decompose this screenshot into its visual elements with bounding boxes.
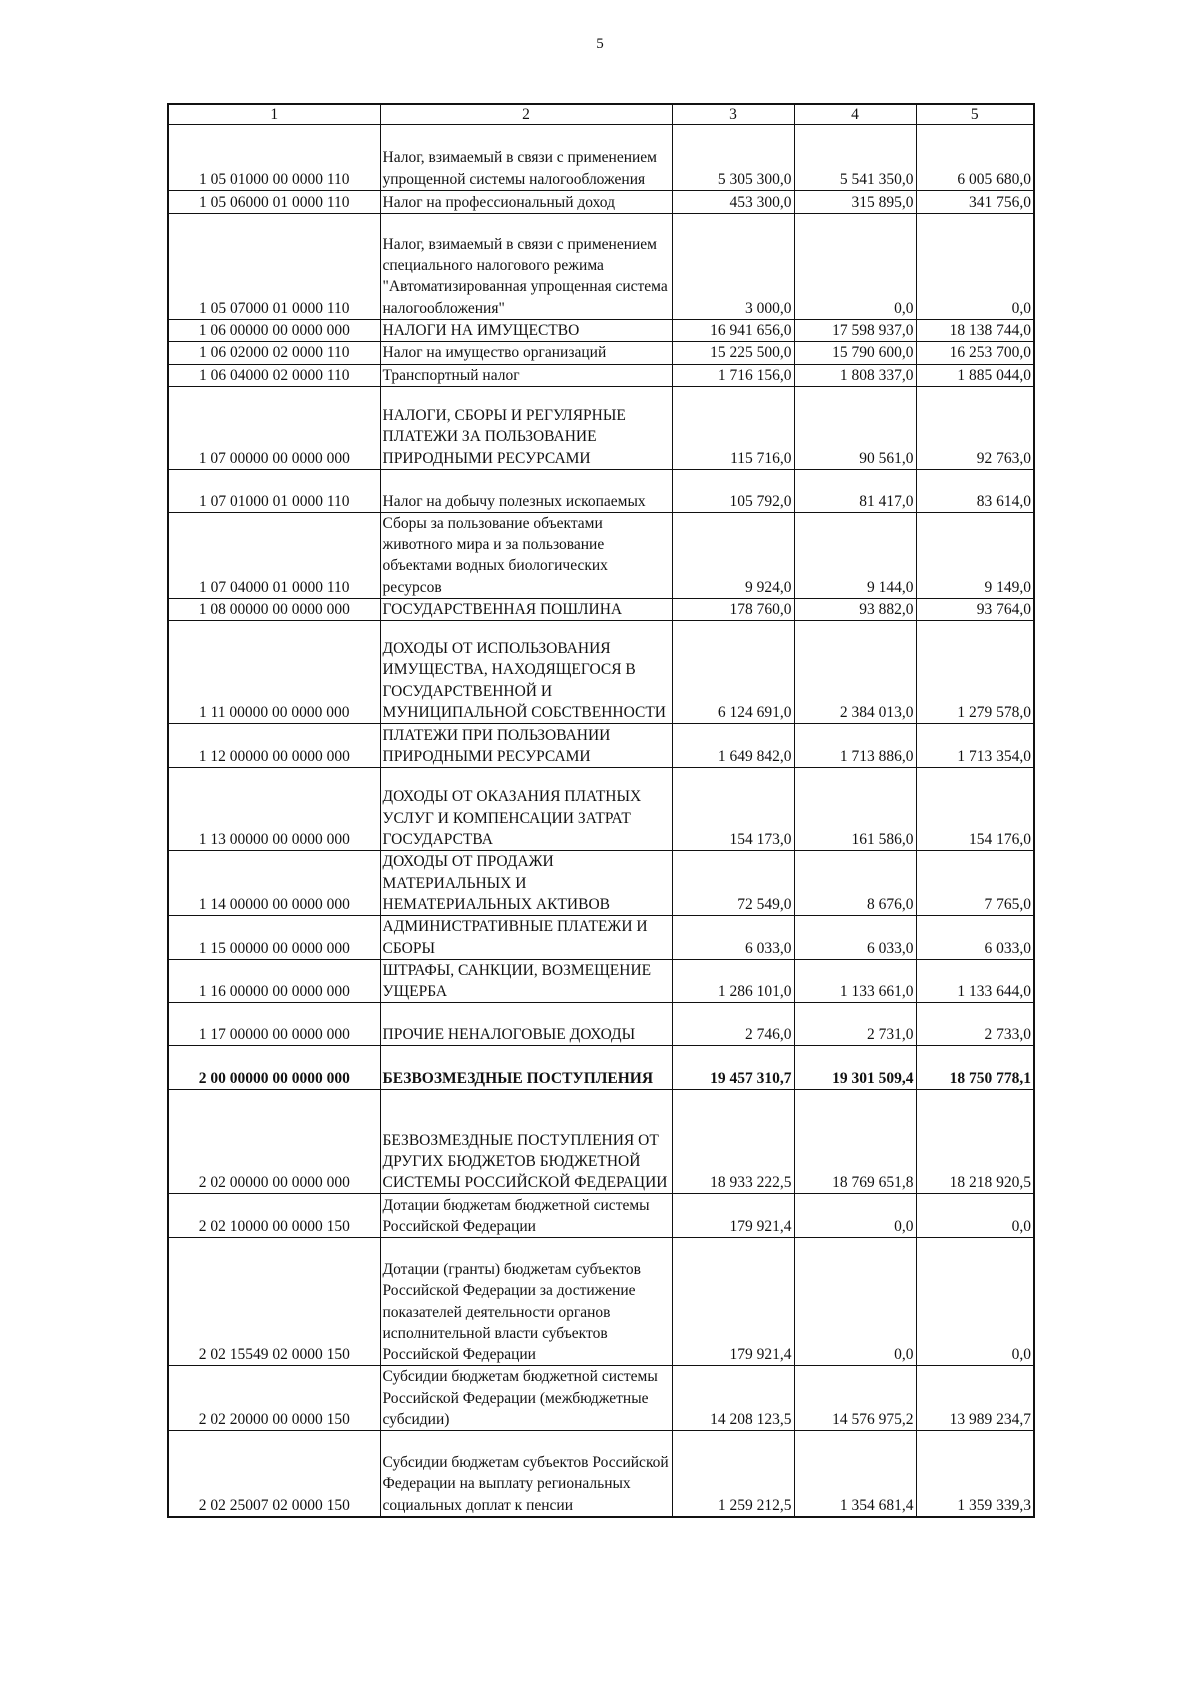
table-row (168, 386, 1034, 469)
row-name-cell: НАЛОГИ, СБОРЫ И РЕГУЛЯРНЫЕ ПЛАТЕЖИ ЗА ПОЛЬЗОВАНИЕ ПРИРОДНЫМИ РЕСУРСАМИ (380, 386, 672, 469)
row-value-col3-cell: 2 746,0 (672, 1003, 794, 1046)
table-row (168, 851, 1034, 916)
table-header-row (168, 104, 1034, 125)
row-value-col4-cell: 6 033,0 (794, 916, 916, 960)
table-row (168, 364, 1034, 386)
row-name-cell: ДОХОДЫ ОТ ОКАЗАНИЯ ПЛАТНЫХ УСЛУГ И КОМПЕНСАЦИИ ЗАТРАТ ГОСУДАРСТВА (380, 768, 672, 851)
table-row (168, 1431, 1034, 1517)
row-value-col4-cell: 1 133 661,0 (794, 959, 916, 1003)
table-row (168, 916, 1034, 960)
row-value-col3-cell: 1 286 101,0 (672, 959, 794, 1003)
row-name-cell: АДМИНИСТРАТИВНЫЕ ПЛАТЕЖИ И СБОРЫ (380, 916, 672, 960)
row-code-cell: 2 00 00000 00 0000 000 (168, 1046, 380, 1090)
row-value-col3-cell: 9 924,0 (672, 512, 794, 598)
row-value-col5-cell: 1 713 354,0 (916, 724, 1034, 768)
header-cell-col2: 2 (380, 104, 672, 125)
row-code-cell: 1 06 02000 02 0000 110 (168, 342, 380, 364)
row-name-cell: Субсидии бюджетам субъектов Российской Федерации на выплату региональных социальных доплат к пенсии (380, 1431, 672, 1517)
row-code-cell: 2 02 15549 02 0000 150 (168, 1238, 380, 1366)
row-value-col5-cell: 83 614,0 (916, 469, 1034, 512)
row-value-col3-cell: 1 259 212,5 (672, 1431, 794, 1517)
row-code-cell: 1 13 00000 00 0000 000 (168, 768, 380, 851)
header-cell-col3: 3 (672, 104, 794, 125)
table-row (168, 1003, 1034, 1046)
row-value-col5-cell: 0,0 (916, 1194, 1034, 1238)
row-value-col3-cell: 179 921,4 (672, 1238, 794, 1366)
table-row (168, 512, 1034, 598)
row-name-cell: Субсидии бюджетам бюджетной системы Российской Федерации (межбюджетные субсидии) (380, 1366, 672, 1431)
row-code-cell: 1 12 00000 00 0000 000 (168, 724, 380, 768)
table-row (168, 1194, 1034, 1238)
row-name-cell: НАЛОГИ НА ИМУЩЕСТВО (380, 320, 672, 342)
row-value-col5-cell: 154 176,0 (916, 768, 1034, 851)
row-value-col3-cell: 19 457 310,7 (672, 1046, 794, 1090)
row-value-col4-cell: 0,0 (794, 1194, 916, 1238)
row-value-col3-cell: 154 173,0 (672, 768, 794, 851)
row-value-col5-cell: 18 218 920,5 (916, 1090, 1034, 1194)
row-code-cell: 2 02 10000 00 0000 150 (168, 1194, 380, 1238)
row-value-col4-cell: 14 576 975,2 (794, 1366, 916, 1431)
row-name-cell: Налог на профессиональный доход (380, 191, 672, 214)
row-value-col3-cell: 15 225 500,0 (672, 342, 794, 364)
row-value-col4-cell: 90 561,0 (794, 386, 916, 469)
row-code-cell: 1 07 04000 01 0000 110 (168, 512, 380, 598)
row-code-cell: 1 05 06000 01 0000 110 (168, 191, 380, 214)
row-value-col4-cell: 0,0 (794, 1238, 916, 1366)
row-name-cell: БЕЗВОЗМЕЗДНЫЕ ПОСТУПЛЕНИЯ (380, 1046, 672, 1090)
row-value-col4-cell: 81 417,0 (794, 469, 916, 512)
table-row (168, 1366, 1034, 1431)
table-row (168, 191, 1034, 214)
row-name-cell: БЕЗВОЗМЕЗДНЫЕ ПОСТУПЛЕНИЯ ОТ ДРУГИХ БЮДЖЕТОВ БЮДЖЕТНОЙ СИСТЕМЫ РОССИЙСКОЙ ФЕДЕРАЦИИ (380, 1090, 672, 1194)
row-value-col4-cell: 315 895,0 (794, 191, 916, 214)
row-value-col5-cell: 9 149,0 (916, 512, 1034, 598)
table-row (168, 1046, 1034, 1090)
row-value-col3-cell: 3 000,0 (672, 214, 794, 320)
header-cell-col1: 1 (168, 104, 380, 125)
row-value-col5-cell: 18 750 778,1 (916, 1046, 1034, 1090)
row-value-col5-cell: 92 763,0 (916, 386, 1034, 469)
row-value-col3-cell: 1 716 156,0 (672, 364, 794, 386)
row-value-col3-cell: 5 305 300,0 (672, 125, 794, 191)
table-row (168, 214, 1034, 320)
row-code-cell: 1 08 00000 00 0000 000 (168, 599, 380, 621)
row-value-col3-cell: 6 124 691,0 (672, 621, 794, 724)
header-cell-col5: 5 (916, 104, 1034, 125)
table-row (168, 621, 1034, 724)
row-value-col3-cell: 105 792,0 (672, 469, 794, 512)
table-body (168, 104, 1034, 1517)
row-value-col5-cell: 93 764,0 (916, 599, 1034, 621)
row-code-cell: 1 05 01000 00 0000 110 (168, 125, 380, 191)
row-value-col4-cell: 9 144,0 (794, 512, 916, 598)
row-value-col4-cell: 5 541 350,0 (794, 125, 916, 191)
table-row (168, 320, 1034, 342)
row-value-col3-cell: 179 921,4 (672, 1194, 794, 1238)
header-cell-col4: 4 (794, 104, 916, 125)
row-code-cell: 2 02 20000 00 0000 150 (168, 1366, 380, 1431)
row-code-cell: 1 15 00000 00 0000 000 (168, 916, 380, 960)
row-code-cell: 1 17 00000 00 0000 000 (168, 1003, 380, 1046)
table-row (168, 342, 1034, 364)
row-value-col4-cell: 17 598 937,0 (794, 320, 916, 342)
row-code-cell: 1 07 01000 01 0000 110 (168, 469, 380, 512)
row-value-col4-cell: 1 354 681,4 (794, 1431, 916, 1517)
row-code-cell: 1 14 00000 00 0000 000 (168, 851, 380, 916)
revenue-table (167, 103, 1035, 1518)
row-value-col4-cell: 0,0 (794, 214, 916, 320)
table-row (168, 1090, 1034, 1194)
row-value-col4-cell: 1 713 886,0 (794, 724, 916, 768)
row-value-col3-cell: 14 208 123,5 (672, 1366, 794, 1431)
row-name-cell: ДОХОДЫ ОТ ИСПОЛЬЗОВАНИЯ ИМУЩЕСТВА, НАХОДЯЩЕГОСЯ В ГОСУДАРСТВЕННОЙ И МУНИЦИПАЛЬНОЙ СОБСТВЕННОСТИ (380, 621, 672, 724)
row-name-cell: ПЛАТЕЖИ ПРИ ПОЛЬЗОВАНИИ ПРИРОДНЫМИ РЕСУРСАМИ (380, 724, 672, 768)
row-name-cell: ПРОЧИЕ НЕНАЛОГОВЫЕ ДОХОДЫ (380, 1003, 672, 1046)
row-value-col3-cell: 453 300,0 (672, 191, 794, 214)
row-name-cell: ДОХОДЫ ОТ ПРОДАЖИ МАТЕРИАЛЬНЫХ И НЕМАТЕРИАЛЬНЫХ АКТИВОВ (380, 851, 672, 916)
row-name-cell: Дотации (гранты) бюджетам субъектов Российской Федерации за достижение показателей деятельности органов исполнительной власти субъектов Российской Федерации (380, 1238, 672, 1366)
row-value-col4-cell: 161 586,0 (794, 768, 916, 851)
row-value-col4-cell: 1 808 337,0 (794, 364, 916, 386)
row-value-col3-cell: 1 649 842,0 (672, 724, 794, 768)
row-value-col3-cell: 178 760,0 (672, 599, 794, 621)
table-row (168, 599, 1034, 621)
row-value-col4-cell: 93 882,0 (794, 599, 916, 621)
row-value-col3-cell: 16 941 656,0 (672, 320, 794, 342)
row-name-cell: Налог на добычу полезных ископаемых (380, 469, 672, 512)
row-value-col4-cell: 18 769 651,8 (794, 1090, 916, 1194)
row-value-col4-cell: 15 790 600,0 (794, 342, 916, 364)
row-value-col5-cell: 13 989 234,7 (916, 1366, 1034, 1431)
row-code-cell: 1 07 00000 00 0000 000 (168, 386, 380, 469)
row-code-cell: 1 16 00000 00 0000 000 (168, 959, 380, 1003)
row-value-col3-cell: 115 716,0 (672, 386, 794, 469)
row-value-col5-cell: 1 885 044,0 (916, 364, 1034, 386)
row-value-col3-cell: 18 933 222,5 (672, 1090, 794, 1194)
row-code-cell: 2 02 00000 00 0000 000 (168, 1090, 380, 1194)
row-value-col4-cell: 2 731,0 (794, 1003, 916, 1046)
row-name-cell: Налог на имущество организаций (380, 342, 672, 364)
row-value-col5-cell: 0,0 (916, 214, 1034, 320)
table-row (168, 724, 1034, 768)
row-name-cell: Сборы за пользование объектами животного мира и за пользование объектами водных биологических ресурсов (380, 512, 672, 598)
row-value-col4-cell: 2 384 013,0 (794, 621, 916, 724)
row-value-col3-cell: 72 549,0 (672, 851, 794, 916)
row-name-cell: Дотации бюджетам бюджетной системы Российской Федерации (380, 1194, 672, 1238)
table-row (168, 1238, 1034, 1366)
row-value-col5-cell: 1 133 644,0 (916, 959, 1034, 1003)
table-row (168, 125, 1034, 191)
page-number: 5 (596, 36, 604, 52)
table-row (168, 959, 1034, 1003)
row-value-col5-cell: 0,0 (916, 1238, 1034, 1366)
row-code-cell: 2 02 25007 02 0000 150 (168, 1431, 380, 1517)
row-value-col5-cell: 6 005 680,0 (916, 125, 1034, 191)
row-value-col5-cell: 16 253 700,0 (916, 342, 1034, 364)
row-value-col5-cell: 2 733,0 (916, 1003, 1034, 1046)
row-value-col3-cell: 6 033,0 (672, 916, 794, 960)
row-value-col4-cell: 8 676,0 (794, 851, 916, 916)
revenue-table-container (167, 103, 1033, 1518)
row-code-cell: 1 11 00000 00 0000 000 (168, 621, 380, 724)
row-value-col5-cell: 7 765,0 (916, 851, 1034, 916)
row-name-cell: Налог, взимаемый в связи с применением специального налогового режима "Автоматизированная упрощенная система налогообложения" (380, 214, 672, 320)
table-row (168, 469, 1034, 512)
row-code-cell: 1 06 04000 02 0000 110 (168, 364, 380, 386)
row-value-col5-cell: 1 279 578,0 (916, 621, 1034, 724)
row-code-cell: 1 05 07000 01 0000 110 (168, 214, 380, 320)
row-value-col5-cell: 1 359 339,3 (916, 1431, 1034, 1517)
row-value-col5-cell: 341 756,0 (916, 191, 1034, 214)
row-name-cell: Налог, взимаемый в связи с применением упрощенной системы налогообложения (380, 125, 672, 191)
table-row (168, 768, 1034, 851)
row-name-cell: Транспортный налог (380, 364, 672, 386)
row-value-col5-cell: 6 033,0 (916, 916, 1034, 960)
row-name-cell: ШТРАФЫ, САНКЦИИ, ВОЗМЕЩЕНИЕ УЩЕРБА (380, 959, 672, 1003)
row-code-cell: 1 06 00000 00 0000 000 (168, 320, 380, 342)
row-name-cell: ГОСУДАРСТВЕННАЯ ПОШЛИНА (380, 599, 672, 621)
row-value-col5-cell: 18 138 744,0 (916, 320, 1034, 342)
row-value-col4-cell: 19 301 509,4 (794, 1046, 916, 1090)
